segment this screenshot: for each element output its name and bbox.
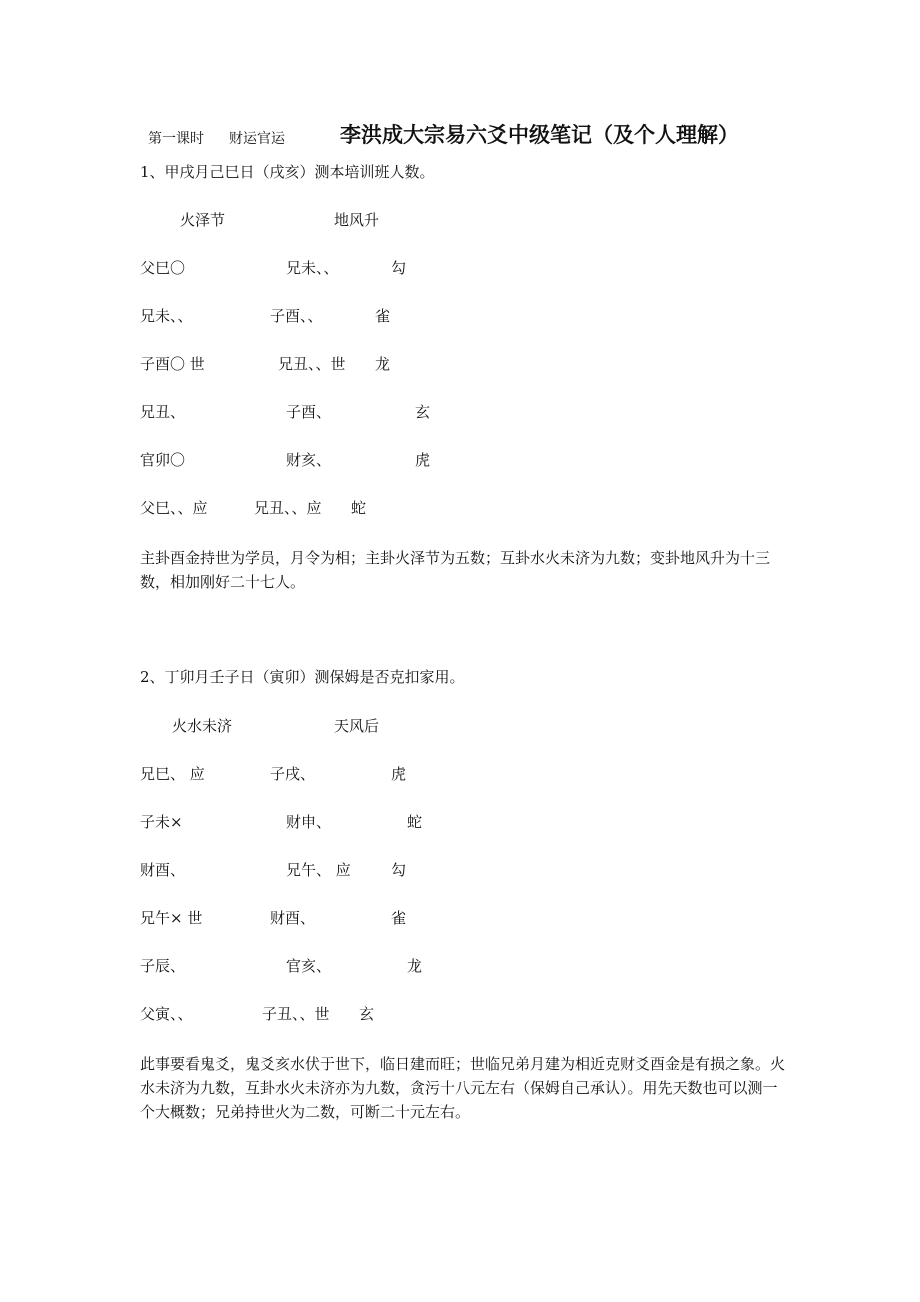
case2-row4-main: 兄午× 世 <box>140 909 203 927</box>
case1-row1-main: 父巳〇 <box>140 259 186 277</box>
case1-row3-god: 龙 <box>375 355 391 373</box>
case1-row6-main: 父巳、、应 <box>140 499 208 517</box>
case2-question: 2、丁卯月壬子日（寅卯）测保姆是否克扣家用。 <box>140 668 465 686</box>
case2-changed-gua: 天风后 <box>334 717 380 735</box>
case1-row4-god: 玄 <box>415 403 431 421</box>
case1-row1-god: 勾 <box>391 259 407 277</box>
lesson-label: 第一课时 <box>148 131 204 147</box>
case1-main-gua: 火泽节 <box>180 211 226 229</box>
case1-row1-changed: 兄未、、 <box>286 259 339 277</box>
case2-main-gua: 火水未济 <box>172 717 233 735</box>
case2-row3-changed: 兄午、 应 <box>286 861 351 879</box>
case2-row5-main: 子辰、 <box>140 957 186 975</box>
case1-analysis: 主卦酉金持世为学员，月令为相；主卦火泽节为五数；互卦水火未济为九数；变卦地风升为十三数，相加刚好二十七人。 <box>140 549 771 591</box>
case2-row4-changed: 财酉、 <box>270 909 316 927</box>
case2-row4-god: 雀 <box>391 909 407 927</box>
case2-row5-god: 龙 <box>407 957 423 975</box>
page-title: 李洪成大宗易六爻中级笔记（及个人理解） <box>340 122 739 147</box>
topic-label: 财运官运 <box>229 131 285 147</box>
case1-row3-changed: 兄丑、、世 <box>278 355 346 373</box>
case1-row4-main: 兄丑、 <box>140 403 186 421</box>
case2-row6-changed: 子丑、、世 <box>262 1005 330 1023</box>
case1-row6-changed: 兄丑、、应 <box>254 499 322 517</box>
case2-row3-main: 财酉、 <box>140 861 186 879</box>
case1-row2-god: 雀 <box>375 307 391 325</box>
case2-analysis: 此事要看鬼爻，鬼爻亥水伏于世下，临日建而旺；世临兄弟月建为相近克财爻酉金是有损之象。火水未济为九数，互卦水火未济亦为九数，贪污十八元左右（保姆自己承认）。用先天数也可以测一个大概数；兄弟持世火为二数，可断二十元左右。 <box>140 1055 786 1121</box>
case2-row6-god: 玄 <box>359 1005 375 1023</box>
case2-row1-god: 虎 <box>391 765 407 783</box>
case1-row3-main: 子酉〇 世 <box>140 355 205 373</box>
case2-row2-changed: 财申、 <box>286 813 332 831</box>
case1-row2-main: 兄未、、 <box>140 307 193 325</box>
case2-row2-god: 蛇 <box>407 813 423 831</box>
case1-row5-god: 虎 <box>415 451 431 469</box>
case1-row5-main: 官卯〇 <box>140 451 186 469</box>
case2-row2-main: 子未× <box>140 813 183 831</box>
case1-row5-changed: 财亥、 <box>286 451 332 469</box>
case1-row2-changed: 子酉、、 <box>270 307 323 325</box>
case1-changed-gua: 地风升 <box>334 211 380 229</box>
case2-row5-changed: 官亥、 <box>286 957 332 975</box>
case1-row6-god: 蛇 <box>351 499 367 517</box>
case1-question: 1、甲戌月己巳日（戌亥）测本培训班人数。 <box>140 163 435 181</box>
case2-row1-main: 兄巳、 应 <box>140 765 205 783</box>
case1-row4-changed: 子酉、 <box>286 403 332 421</box>
case2-row6-main: 父寅、、 <box>140 1005 193 1023</box>
case2-row3-god: 勾 <box>391 861 407 879</box>
case2-row1-changed: 子戌、 <box>270 765 316 783</box>
